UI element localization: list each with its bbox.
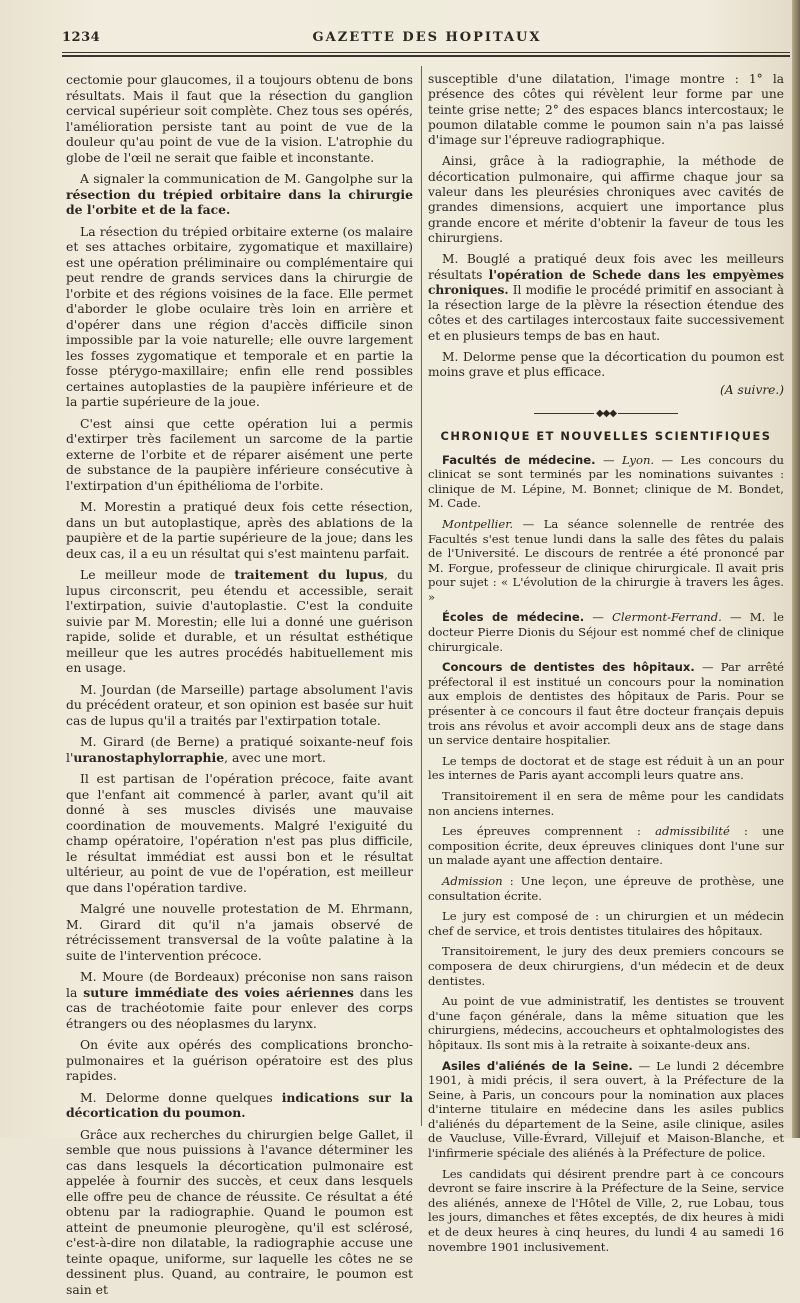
paragraph: Malgré une nouvelle protestation de M. Ehrmann, M. Girard dit qu'il n'a jamais observé de rétrécissement transversal de la voûte palatine à la suite de l'intervention précoce. bbox=[66, 901, 413, 963]
paragraph: M. Delorme pense que la décortication du poumon est moins grave et plus efficace. bbox=[428, 350, 784, 380]
paragraph: M. Girard (de Berne) a pratiqué soixante-neuf fois l'uranostaphylorraphie, avec une mort. bbox=[66, 734, 413, 765]
paragraph: Au point de vue administratif, les dentistes se trouvent d'une façon générale, dans la même situation que les chirurgiens, médecins, accoucheurs et ophtalmologistes des hôpitaux. Ils sont mis à la retraite à soixante-deux ans. bbox=[428, 994, 784, 1052]
paragraph: Le jury est composé de : un chirurgien et un médecin chef de service, et trois dentistes titulaires des hôpitaux. bbox=[428, 909, 784, 938]
paragraph: susceptible d'une dilatation, l'image montre : 1° la présence des côtes qui révèlent leur forme par une teinte grise nette; 2° des espaces blancs intercostaux; le poumon dilatable comme le poumon sain n'a pas laissé d'image sur l'épreuve radiographique. bbox=[428, 72, 784, 148]
paragraph: Transitoirement il en sera de même pour les candidats non anciens internes. bbox=[428, 789, 784, 818]
page-edge-shadow bbox=[792, 0, 800, 1138]
news-item: Concours de dentistes des hôpitaux. — Par arrêté préfectoral il est institué un concours pour la nomination aux emplois de dentistes des hôpitaux de Paris. Pour se présenter à ce concours il faut être docteur français depuis trois ans révolus et avoir accompli deux ans de stage dans un service dentaire hospitalier. bbox=[428, 660, 784, 748]
page-header bbox=[62, 30, 792, 52]
header-rule bbox=[62, 52, 790, 53]
section-title: CHRONIQUE ET NOUVELLES SCIENTIFIQUES bbox=[440, 429, 772, 444]
paragraph: C'est ainsi que cette opération lui a permis d'extirper très facilement un sarcome de la partie externe de l'orbite et de réparer aisément une perte de substance de la paupière inférieure consécutive à l'extirpation d'un épithélioma de l'orbite. bbox=[66, 415, 413, 493]
paragraph: M. Jourdan (de Marseille) partage absolument l'avis du précédent orateur, et son opinion est basée sur huit cas de lupus qu'il a traités par l'extirpation totale. bbox=[66, 681, 413, 728]
paragraph: A signaler la communication de M. Gangolphe sur la résection du trépied orbitaire dans la chirurgie de l'orbite et de la face. bbox=[66, 171, 413, 217]
paragraph: On évite aux opérés des complications broncho-pulmonaires et la guérison opératoire est des plus rapides. bbox=[66, 1037, 413, 1083]
news-item: Facultés de médecine. — Lyon. — Les concours du clinicat se sont terminés par les nominations suivantes : clinique de M. Lépine, M. Bonnet; clinique de M. Bondet, M. Cade. bbox=[428, 452, 785, 511]
paragraph: M. Morestin a pratiqué deux fois cette résection, dans un but autoplastique, après des ablations de la paupière et de la partie supérieure de la joue; dans les deux cas, il a eu un résultat qui s'est maintenu parfait. bbox=[66, 499, 413, 561]
page-number: 1234 bbox=[62, 30, 101, 45]
paragraph: La résection du trépied orbitaire externe (os malaire et ses attaches orbitaire, zygomatique et maxillaire) est une opération préliminaire ou complémentaire qui peut rendre de grands services dans la chirurgie de l'orbite et des régions voisines de la face. Elle permet d'aborder le globe oculaire très loin en arrière et d'opérer dans une région d'accès difficile sinon impossible par la voie naturelle; elle ouvre largement les fosses zygomatique et temporale et en partie la fosse ptérygo-maxillaire; enfin elle rend possibles certaines autoplasties de la paupière inférieure et de la partie supérieure de la joue. bbox=[66, 223, 413, 409]
paragraph: Ainsi, grâce à la radiographie, la méthode de décortication pulmonaire, qui affirme chaque jour sa valeur dans les pleurésies chroniques avec cavités de grandes dimensions, acquiert une importance plus grande encore et mérite d'obtenir la faveur de tous les chirurgiens. bbox=[428, 154, 784, 245]
to-be-continued: (A suivre.) bbox=[720, 382, 784, 397]
news-item: Asiles d'aliénés de la Seine. — Le lundi 2 décembre 1901, à midi précis, il sera ouvert, à la Préfecture de la Seine, à Paris, un concours pour la nomination aux places d'interne titulaire en médecine dans les asiles publics d'aliénés du département de la Seine, asile clinique, asiles de Vaucluse, Ville-Évrard, Villejuif et Maison-Blanche, et l'infirmerie spéciale des aliénés à la Préfecture de police. bbox=[428, 1058, 784, 1161]
paragraph: Admission : Une leçon, une épreuve de prothèse, une consultation écrite. bbox=[428, 873, 784, 903]
paragraph: Le temps de doctorat et de stage est réduit à un an pour les internes de Paris ayant accompli leurs quatre ans. bbox=[428, 753, 784, 783]
paragraph: cectomie pour glaucomes, il a toujours obtenu de bons résultats. Mais il faut que la résection du ganglion cervical supérieur soit complète. Chez tous ses opérés, l'amélioration persiste tant au point de vue de la douleur qu'au point de vue de la vision. L'atrophie du globe de l'œil ne serait que faible et inconstante. bbox=[66, 72, 413, 165]
paragraph: Grâce aux recherches du chirurgien belge Gallet, il semble que nous puissions à l'avance déterminer les cas dans lesquels la décortication pulmonaire est appelée à fournir des succès, et ceux dans lesquels elle offre peu de chance de réussite. Ce résultat a été obtenu par la radiographie. Quand le poumon est atteint de pneumonie pleurogène, qu'il est sclérosé, c'est-à-dire non dilatable, la radiographie accuse une teinte opaque, uniforme, sur laquelle les côtes ne se dessinent plus. Quand, au contraire, le poumon est sain et bbox=[66, 1126, 413, 1297]
section-ornament: ◆◆◆ bbox=[428, 406, 784, 421]
news-item: Montpellier. — La séance solennelle de rentrée des Facultés s'est tenue lundi dans la salle des fêtes du palais de l'Université. Le discours de rentrée a été prononcé par M. Forgue, professeur de clinique chirurgicale. Il avait pris pour sujet : « L'évolution de la chirurgie à travers les âges. » bbox=[428, 516, 784, 604]
paragraph: M. Moure (de Bordeaux) préconise non sans raison la suture immédiate des voies aériennes dans les cas de trachéotomie faite pour enlever des corps étrangers ou des néoplasmes du larynx. bbox=[66, 969, 413, 1031]
left-column bbox=[66, 72, 413, 1303]
paragraph: Les candidats qui désirent prendre part à ce concours devront se faire inscrire à la Préfecture de la Seine, service des aliénés, annexe de l'Hôtel de Ville, 2, rue Lobau, tous les jours, dimanches et fêtes exceptés, de dix heures à midi et de deux heures à cinq heures, du lundi 4 au samedi 16 novembre 1901 inclusivement. bbox=[428, 1166, 784, 1254]
paragraph: Transitoirement, le jury des deux premiers concours se composera de deux chirurgiens, d'un médecin et de deux dentistes. bbox=[428, 944, 784, 988]
news-item: Écoles de médecine. — Clermont-Ferrand. — M. le docteur Pierre Dionis du Séjour est nommé chef de clinique chirurgicale. bbox=[428, 610, 785, 654]
paragraph: Le meilleur mode de traitement du lupus, du lupus circonscrit, peu étendu et accessible, serait l'extirpation, suivie d'autoplastie. C'est la conduite suivie par M. Morestin; elle lui a donné une guérison rapide, solide et durable, et un résultat esthétique meilleur que les autres procédés habituellement mis en usage. bbox=[66, 567, 414, 675]
paragraph: M. Delorme donne quelques indications sur la décortication du poumon. bbox=[66, 1089, 414, 1120]
paragraph: M. Bouglé a pratiqué deux fois avec les meilleurs résultats l'opération de Schede dans les empyèmes chroniques. Il modifie le procédé primitif en associant à la résection large de la plèvre la résection étendue des côtes et des cartilages intercostaux faite successivement et en plusieurs temps de bas en haut. bbox=[428, 252, 785, 343]
paragraph: Les épreuves comprennent : admissibilité : une composition écrite, deux épreuves cliniques dont l'une sur un malade ayant une affection dentaire. bbox=[428, 824, 784, 868]
journal-title: GAZETTE DES HOPITAUX bbox=[312, 30, 542, 45]
right-column bbox=[428, 72, 784, 1260]
paragraph: Il est partisan de l'opération précoce, faite avant que l'enfant ait commencé à parler, avant qu'il ait donné à ses muscles divisés une mauvaise coordination de mouvements. Malgré l'exiguité du champ opératoire, l'opération n'est pas plus difficile, le résultat immédiat est aussi bon et le résultat ultérieur, au point de vue de l'opération, est meilleur que dans l'opération tardive. bbox=[66, 771, 413, 895]
column-divider bbox=[421, 66, 422, 1126]
header-rule-thick bbox=[62, 55, 790, 57]
